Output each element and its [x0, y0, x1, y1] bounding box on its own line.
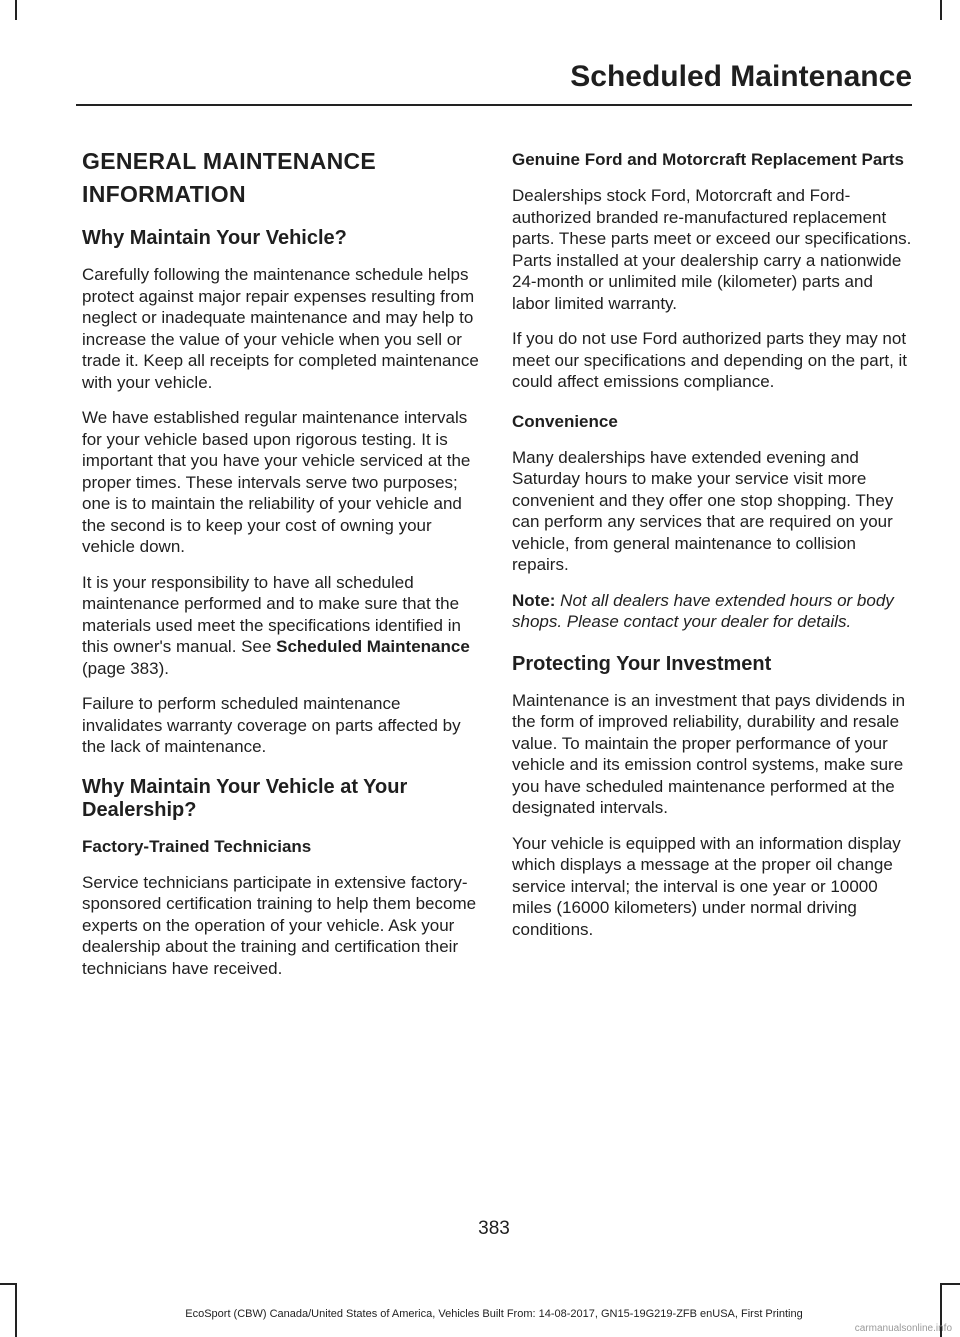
paragraph: Maintenance is an investment that pays dividends in the form of improved reliability, durability and resale value. To maintain the proper performance of your vehicle and its emission control systems, make sure you have scheduled maintenance performed at the designated intervals. [512, 690, 906, 817]
paragraph: Carefully following the maintenance schedule helps protect against major repair expenses resulting from neglect or inadequate maintenance and may help to increase the value of your vehicle when you sell or trade it. Keep all receipts for completed maintenance with your vehicle. [82, 265, 479, 392]
subheading-convenience: Convenience [512, 411, 618, 431]
page-reference: (page 383). [82, 658, 169, 678]
paragraph-text: It is your responsibility to have all scheduled maintenance performed and to make sure that the materials used meet the specifications identified in this owner's manual. See [82, 572, 461, 656]
page-number: 383 [478, 1218, 510, 1239]
page-header-title: Scheduled Maintenance [570, 60, 912, 93]
paragraph: We have established regular maintenance intervals for your vehicle based upon rigorous testing. It is important that you have your vehicle serviced at the proper times. These intervals serve two purposes; one is to maintain the reliability of your vehicle and the second is to keep your cost of owning your vehicle down. [82, 408, 471, 556]
paragraph: Service technicians participate in extensive factory-sponsored certification training to help them become experts on the operation of your vehicle. Ask your dealership about the training and certification their technicians have received. [82, 872, 477, 978]
paragraph: Your vehicle is equipped with an information display which displays a message at the proper oil change service interval; the interval is one year or 10000 miles (16000 kilometers) under normal driving conditions. [512, 833, 901, 939]
watermark: carmanualsonline.info [854, 1323, 952, 1334]
crop-mark-top-right [940, 0, 942, 20]
subheading-genuine-parts: Genuine Ford and Motorcraft Replacement Parts [512, 150, 905, 169]
heading-why-maintain: Why Maintain Your Vehicle? [82, 227, 347, 249]
note-label: Note: [512, 590, 556, 610]
paragraph: Failure to perform scheduled maintenance invalidates warranty coverage on parts affected by the lack of maintenance. [82, 694, 461, 756]
paragraph-with-cross-reference [82, 572, 482, 680]
crop-mark-bottom-right-h [940, 1283, 960, 1285]
paragraph: Dealerships stock Ford, Motorcraft and Ford-authorized branded re-manufactured replacement parts. These parts meet or exceed our specifications. Parts installed at your dealership carry a nationwide 24-month or unlimited mile (kilometer) parts and labor limited warranty. [512, 186, 912, 313]
crop-mark-top-left [15, 0, 17, 20]
paragraph: If you do not use Ford authorized parts they may not meet our specifications and depending on the part, it could affect emissions compliance. [512, 329, 908, 391]
heading-why-dealership: Why Maintain Your Vehicle at Your Dealership? [82, 775, 408, 821]
right-column [512, 145, 912, 954]
cross-reference-link[interactable]: Scheduled Maintenance [276, 637, 470, 656]
heading-protecting-investment: Protecting Your Investment [512, 652, 772, 675]
note-text: Not all dealers have extended hours or body shops. Please contact your dealer for details. [512, 590, 894, 631]
note [512, 590, 912, 633]
footer-text: EcoSport (CBW) Canada/United States of America, Vehicles Built From: 14-08-2017, GN15-19G219-ZFB enUSA, First Printing [185, 1308, 803, 1320]
section-heading-general-maintenance: GENERAL MAINTENANCE INFORMATION [82, 148, 377, 207]
subheading-factory-trained: Factory-Trained Technicians [82, 836, 312, 856]
header-divider [76, 104, 912, 106]
left-column [82, 145, 482, 993]
paragraph: Many dealerships have extended evening and Saturday hours to make your service visit more convenient and they offer one stop shopping. They can perform any services that are required on your vehicle, from general maintenance to collision repairs. [512, 447, 894, 574]
crop-mark-bottom-left-h [0, 1283, 17, 1285]
